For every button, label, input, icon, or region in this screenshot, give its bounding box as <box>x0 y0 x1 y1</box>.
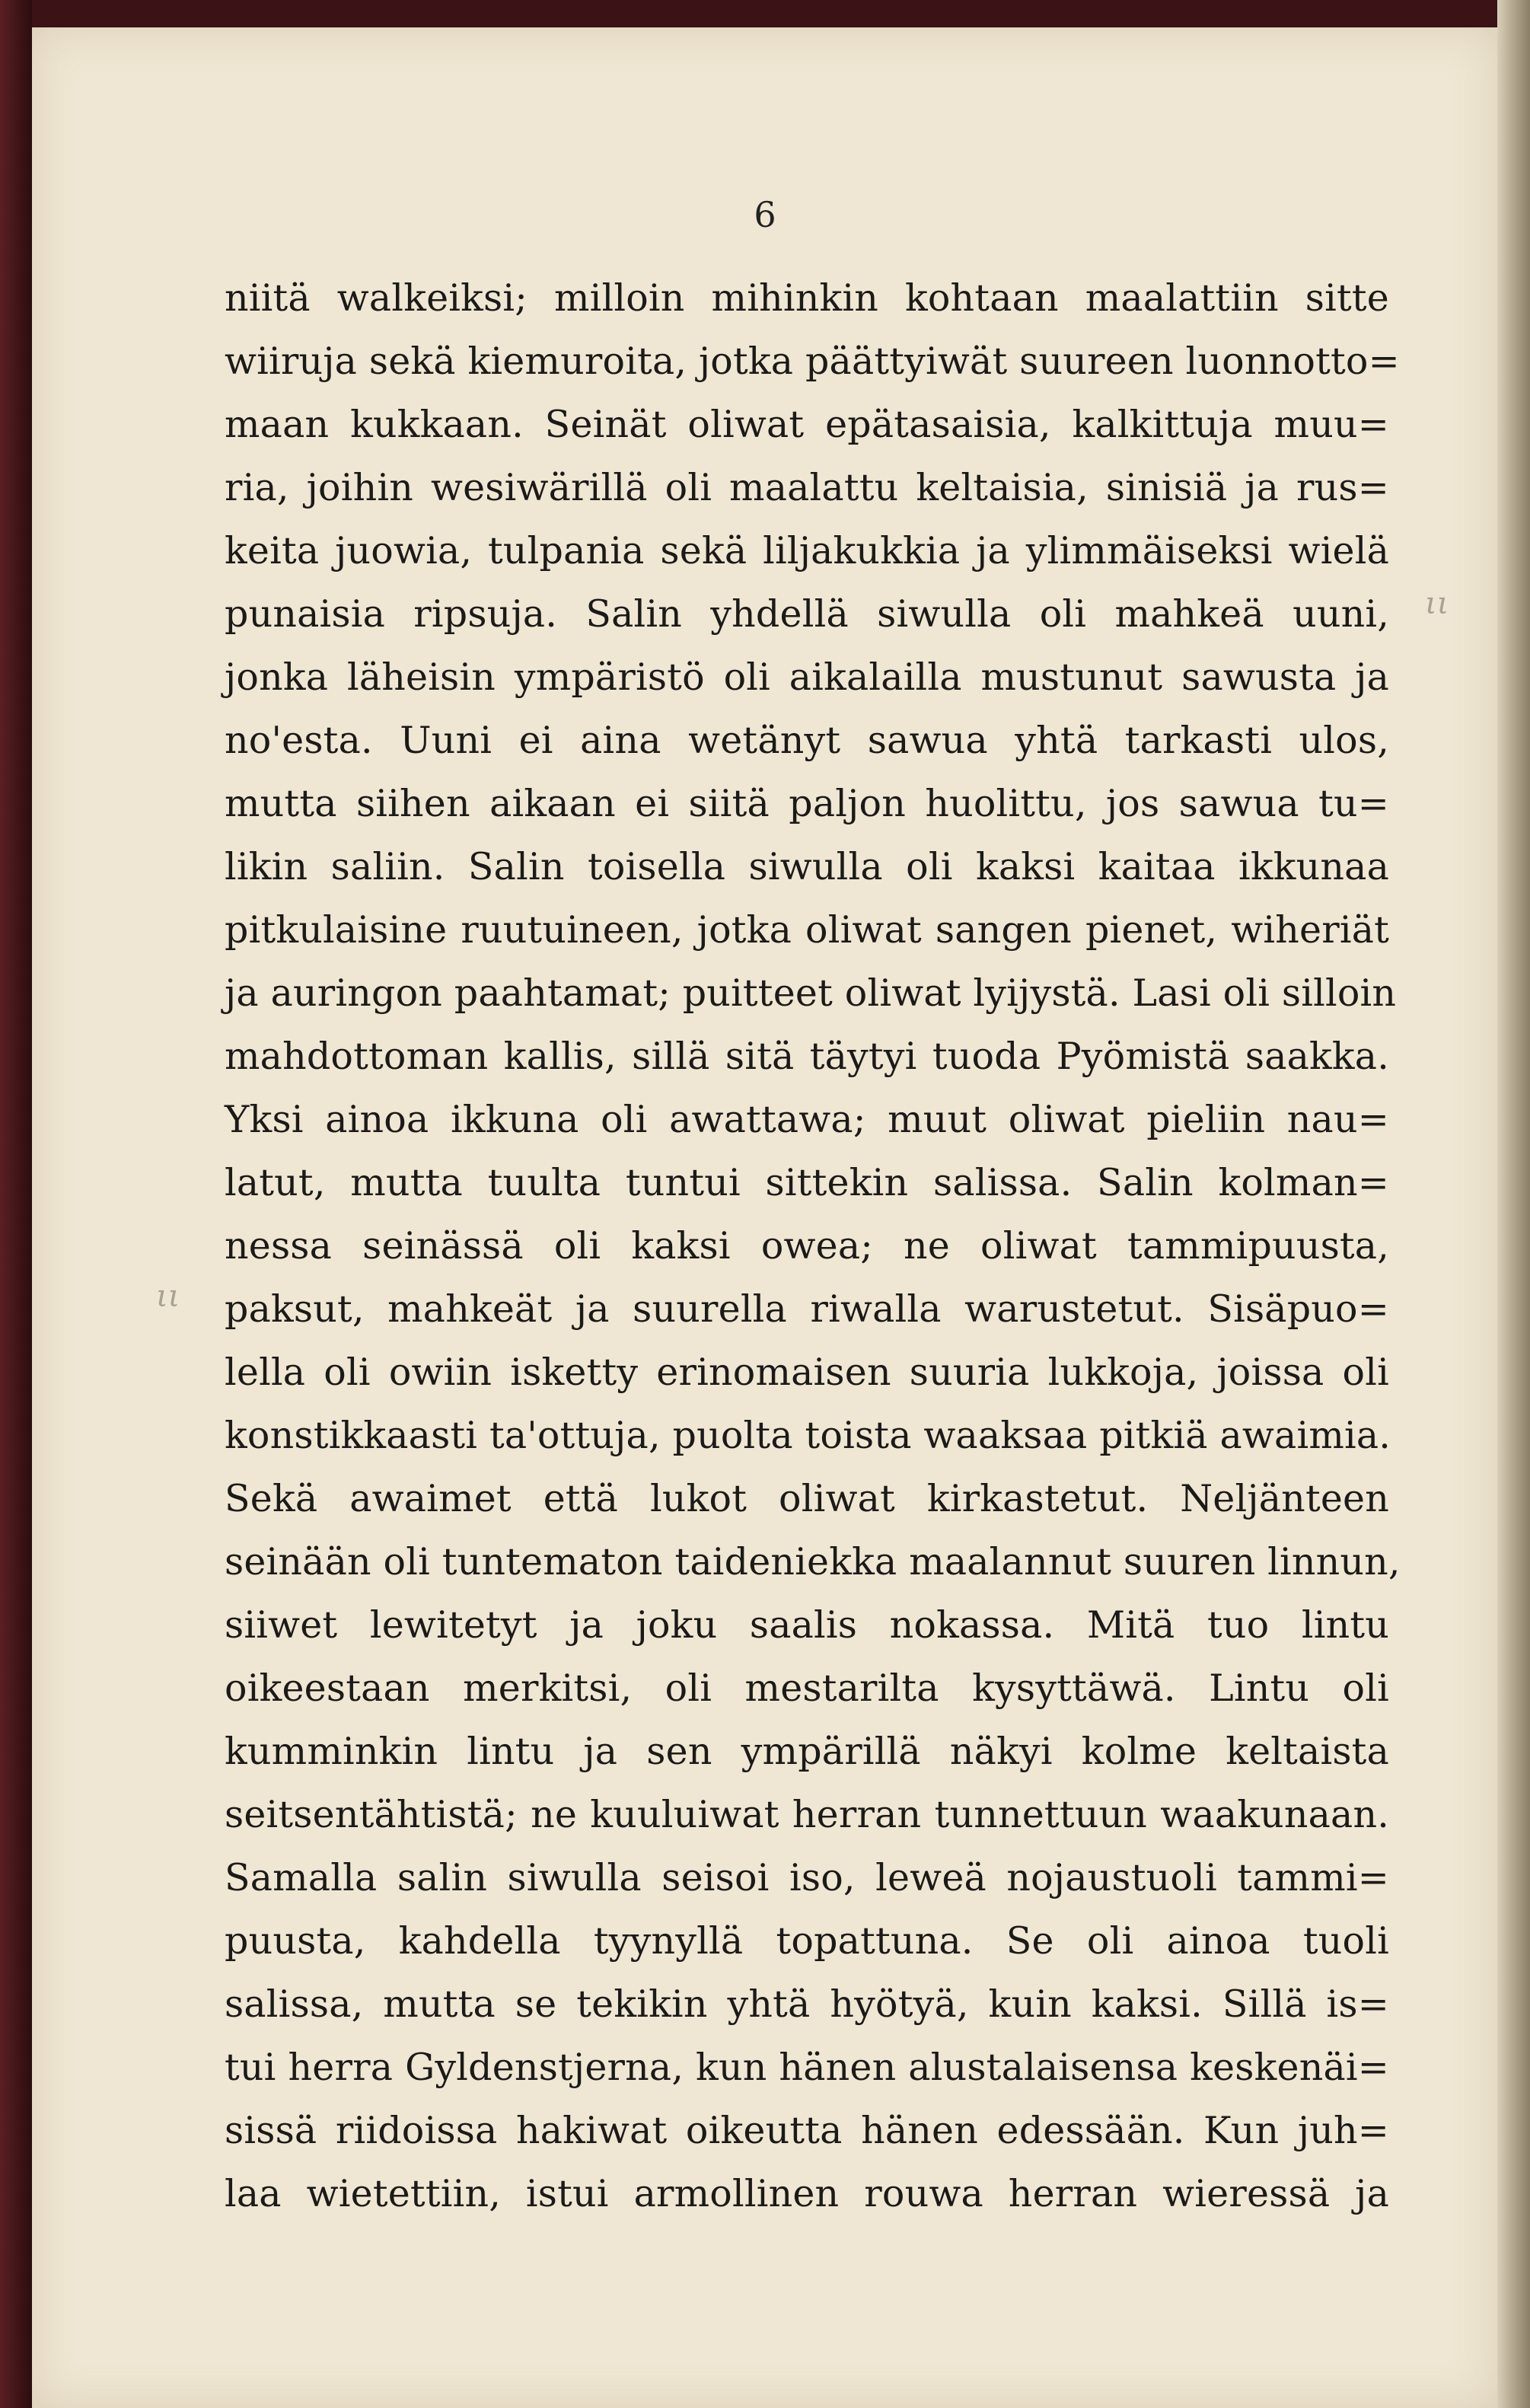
text-line: oikeestaan merkitsi, oli mestarilta kysyttäwä. Lintu oli <box>225 1666 1389 1710</box>
margin-pencil-mark: ιι <box>1425 586 1449 621</box>
scan-top-border <box>0 0 1530 27</box>
text-line: niitä walkeiksi; milloin mihinkin kohtaan maalattiin sitte <box>225 276 1389 320</box>
text-line: jonka läheisin ympäristö oli aikalailla mustunut sawusta ja <box>225 655 1389 699</box>
text-line: konstikkaasti ta'ottuja, puolta toista waaksaa pitkiä awaimia. <box>225 1414 1391 1457</box>
body-text <box>225 266 1401 2225</box>
text-line: mutta siihen aikaan ei siitä paljon huolittu, jos sawua tu= <box>225 782 1389 825</box>
text-line: siiwet lewitetyt ja joku saalis nokassa. Mitä tuo lintu <box>225 1603 1389 1647</box>
text-line: wiiruja sekä kiemuroita, jotka päättyiwät suureen luonnotto= <box>225 340 1400 383</box>
text-line: seitsentähtistä; ne kuuluiwat herran tunnettuun waakunaan. <box>225 1793 1389 1836</box>
text-line: puusta, kahdella tyynyllä topattuna. Se oli ainoa tuoli <box>225 1919 1389 1963</box>
text-line: Samalla salin siwulla seisoi iso, leweä nojaustuoli tammi= <box>225 1856 1389 1899</box>
text-line: maan kukkaan. Seinät oliwat epätasaisia, kalkittuja muu= <box>225 403 1389 446</box>
text-line: pitkulaisine ruutuineen, jotka oliwat sangen pienet, wiheriät <box>225 908 1389 952</box>
text-line: tui herra Gyldenstjerna, kun hänen alustalaisensa keskenäi= <box>225 2046 1389 2089</box>
text-line: Yksi ainoa ikkuna oli awattawa; muut oliwat pieliin nau= <box>225 1098 1389 1141</box>
text-line: mahdottoman kallis, sillä sitä täytyi tuoda Pyömistä saakka. <box>225 1035 1389 1078</box>
text-line: kumminkin lintu ja sen ympärillä näkyi kolme keltaista <box>225 1730 1389 1773</box>
text-line: keita juowia, tulpania sekä liljakukkia ja ylimmäiseksi wielä <box>225 529 1389 572</box>
text-line: no'esta. Uuni ei aina wetänyt sawua yhtä tarkasti ulos, <box>225 719 1389 762</box>
text-line: ja auringon paahtamat; puitteet oliwat lyijystä. Lasi oli silloin <box>225 971 1397 1015</box>
text-line: latut, mutta tuulta tuntui sittekin salissa. Salin kolman= <box>225 1161 1389 1204</box>
page-number: 6 <box>754 194 776 235</box>
text-line: nessa seinässä oli kaksi owea; ne oliwat tammipuusta, <box>225 1224 1389 1268</box>
text-line: laa wietettiin, istui armollinen rouwa herran wieressä ja <box>225 2172 1389 2215</box>
page-right-edge <box>1497 0 1530 2408</box>
margin-pencil-mark: ιι <box>156 1279 180 1314</box>
text-line: salissa, mutta se tekikin yhtä hyötyä, kuin kaksi. Sillä is= <box>225 1982 1389 2026</box>
text-line: likin saliin. Salin toisella siwulla oli kaksi kaitaa ikkunaa <box>225 845 1389 888</box>
text-line: punaisia ripsuja. Salin yhdellä siwulla oli mahkeä uuni, <box>225 592 1389 636</box>
text-line: lella oli owiin isketty erinomaisen suuria lukkoja, joissa oli <box>225 1351 1389 1394</box>
text-line: sissä riidoissa hakiwat oikeutta hänen edessään. Kun juh= <box>225 2109 1389 2152</box>
text-line: ria, joihin wesiwärillä oli maalattu keltaisia, sinisiä ja rus= <box>225 466 1389 509</box>
text-line: Sekä awaimet että lukot oliwat kirkastetut. Neljänteen <box>225 1477 1389 1520</box>
text-line: seinään oli tuntematon taideniekka maalannut suuren linnun, <box>225 1540 1401 1584</box>
book-binding-edge <box>0 0 32 2408</box>
text-line: paksut, mahkeät ja suurella riwalla warustetut. Sisäpuo= <box>225 1287 1389 1331</box>
